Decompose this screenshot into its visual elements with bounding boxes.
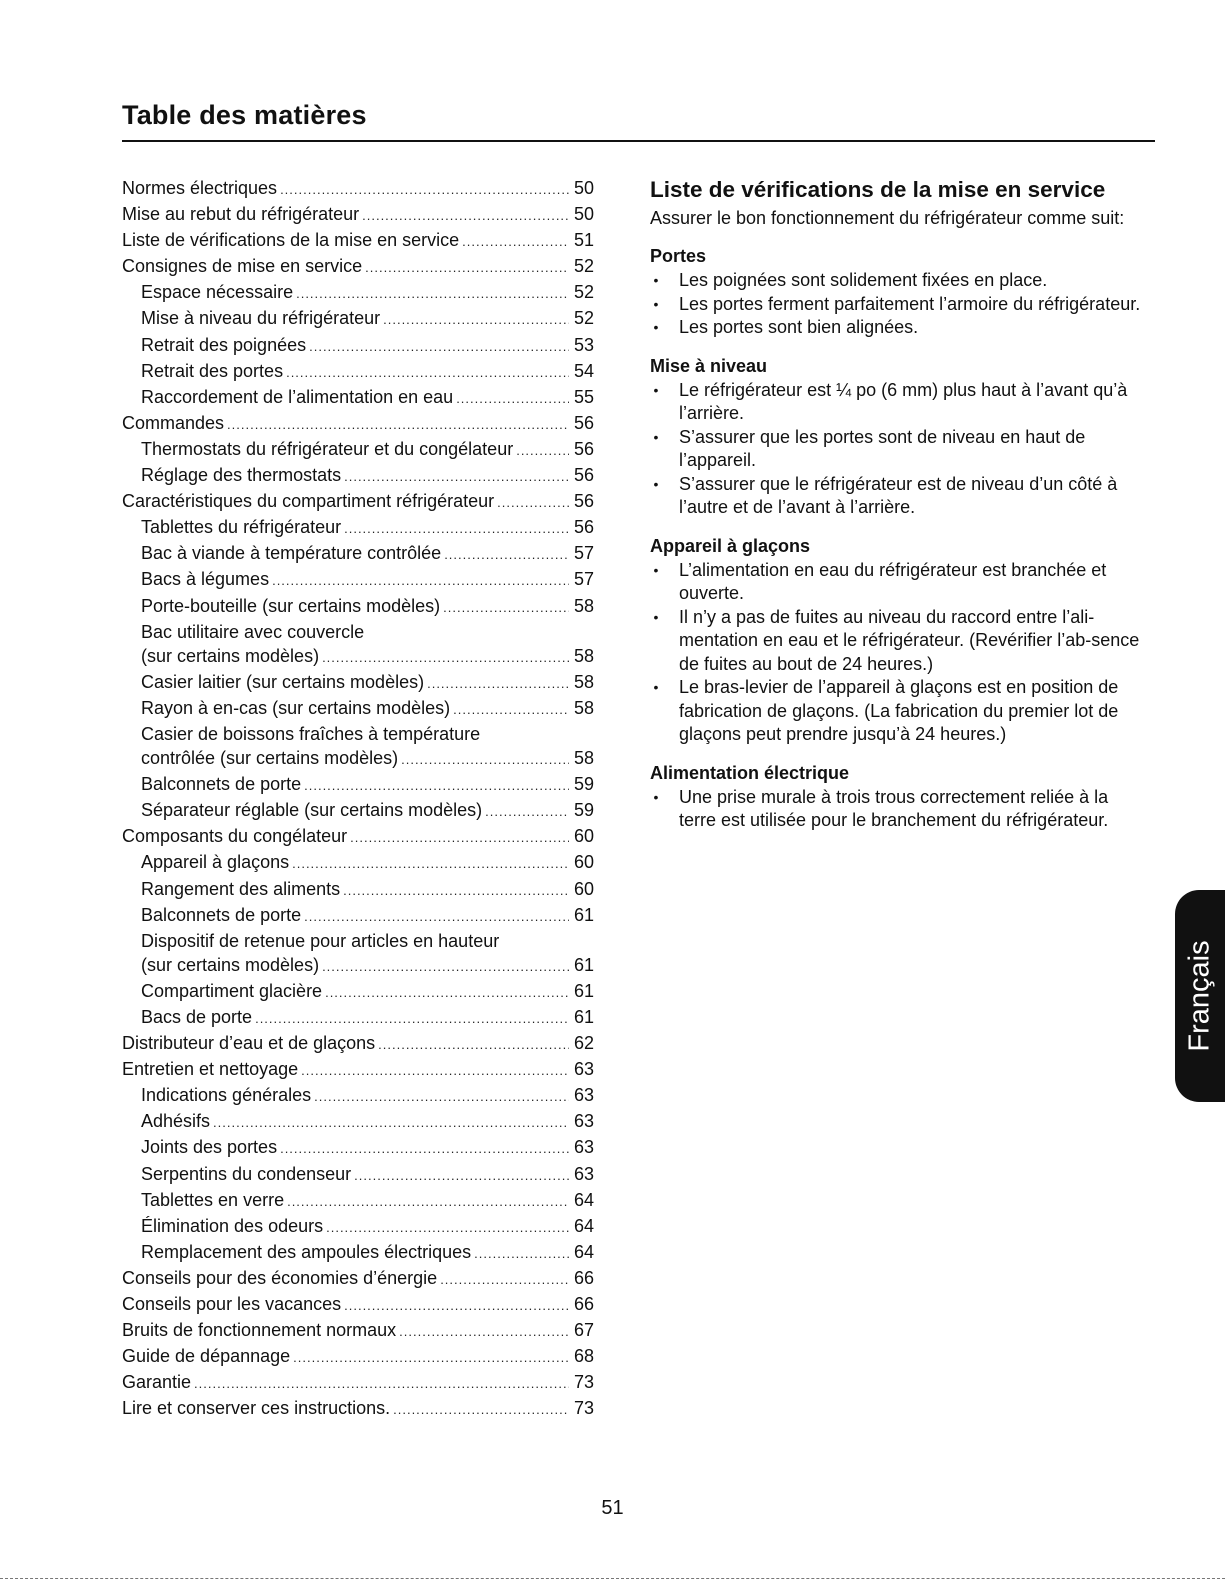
- bullet-icon: •: [653, 381, 659, 398]
- toc-entry: [122, 953, 594, 979]
- toc-entry-page: 64: [573, 1189, 594, 1210]
- checklist-item-text: Les portes sont bien alignées.: [679, 317, 919, 337]
- checklist-item-text: L’alimentation en eau du réfrigérateur est branchée et ouverte.: [679, 559, 1107, 603]
- bullet-icon: •: [653, 608, 659, 625]
- toc-entry: [122, 176, 594, 202]
- checklist-item: [650, 426, 1150, 473]
- toc-entry-page: 56: [573, 412, 594, 433]
- checklist-title: Liste de vérifications de la mise en service: [650, 177, 1106, 202]
- toc-dot-leader: [474, 1242, 569, 1266]
- toc-dot-leader: [213, 1111, 569, 1135]
- toc-entry: [122, 670, 594, 696]
- toc-dot-leader: [194, 1372, 569, 1396]
- toc-entry-page: 53: [573, 334, 594, 355]
- toc-entry-page: 59: [573, 774, 594, 795]
- toc-entry-label: Composants du congélateur: [122, 826, 348, 847]
- checklist-item: [650, 293, 1150, 317]
- toc-entry-label: Indications générales: [141, 1085, 312, 1106]
- toc-entry-label: Conseils pour les vacances: [122, 1294, 342, 1315]
- toc-entry-label: Lire et conserver ces instructions.: [122, 1398, 391, 1419]
- language-tab-label: Français: [1183, 940, 1216, 1052]
- toc-entry-label: Élimination des odeurs: [141, 1215, 324, 1236]
- checklist-intro: Assurer le bon fonctionnement du réfrigérateur comme suit:: [650, 208, 1125, 228]
- toc-entry-page: 63: [573, 1163, 594, 1184]
- toc-entry-page: 58: [573, 697, 594, 718]
- toc-entry-page: 52: [573, 256, 594, 277]
- toc-dot-leader: [365, 256, 569, 280]
- checklist-item-text: S’assurer que le réfrigérateur est de niveau d’un côté à l’autre et de l’avant à l’arrière.: [679, 473, 1118, 517]
- checklist-bullet-list: [650, 379, 1150, 520]
- toc-entry: [122, 1344, 594, 1370]
- language-tab: [1175, 890, 1225, 1102]
- toc-entry-label: Séparateur réglable (sur certains modèles): [141, 800, 483, 821]
- toc-entry: [122, 1240, 594, 1266]
- toc-entry-label: contrôlée (sur certains modèles): [141, 748, 399, 769]
- toc-entry-page: 56: [573, 491, 594, 512]
- toc-entry-label: Mise au rebut du réfrigérateur: [122, 204, 360, 225]
- toc-entry-page: 50: [573, 204, 594, 225]
- toc-entry-page: 63: [573, 1059, 594, 1080]
- toc-entry: [122, 1318, 594, 1344]
- toc-dot-leader: [444, 543, 569, 567]
- bottom-edge-rule: [0, 1578, 1225, 1579]
- checklist-item: [650, 786, 1150, 833]
- toc-entry: [122, 824, 594, 850]
- toc-dot-leader: [255, 1007, 569, 1031]
- checklist-bullet-list: [650, 786, 1150, 833]
- toc-dot-leader: [354, 1164, 569, 1188]
- toc-dot-leader: [453, 698, 569, 722]
- toc-entry-label: Compartiment glacière: [141, 980, 323, 1001]
- toc-dot-leader: [296, 282, 569, 306]
- toc-entry-page: 58: [573, 671, 594, 692]
- toc-entry-label: Casier de boissons fraîches à température: [141, 723, 481, 744]
- toc-entry-page: 73: [573, 1372, 594, 1393]
- toc-entry: [122, 1057, 594, 1083]
- toc-entry-page: 51: [573, 230, 594, 251]
- toc-entry: [122, 333, 594, 359]
- toc-entry: [122, 254, 594, 280]
- checklist-section-heading: Portes: [650, 246, 707, 266]
- toc-entry-page: 62: [573, 1033, 594, 1054]
- toc-dot-leader: [440, 1268, 569, 1292]
- toc-entry-page: 58: [573, 748, 594, 769]
- toc-entry: [122, 1162, 594, 1188]
- toc-dot-leader: [304, 774, 569, 798]
- toc-dot-leader: [227, 413, 569, 437]
- toc-entry-label: Bac à viande à température contrôlée: [141, 543, 442, 564]
- toc-entry: [122, 1135, 594, 1161]
- toc-entry-label: (sur certains modèles): [141, 645, 320, 666]
- toc-entry-label: Porte-bouteille (sur certains modèles): [141, 595, 441, 616]
- title-divider: [122, 140, 1155, 142]
- toc-entry-label: Bruits de fonctionnement normaux: [122, 1320, 397, 1341]
- checklist-sections: [650, 244, 1150, 833]
- checklist-item-text: Les poignées sont solidement fixées en place.: [679, 270, 1048, 290]
- toc-entry-page: 56: [573, 465, 594, 486]
- table-of-contents: [122, 176, 594, 1423]
- toc-entry-page: 56: [573, 438, 594, 459]
- checklist-item-text: Une prise murale à trois trous correctement reliée à la terre est utilisée pour le branchement du réfrigérateur.: [679, 786, 1109, 830]
- toc-entry-label: Retrait des poignées: [141, 334, 307, 355]
- toc-entry: [122, 1370, 594, 1396]
- checklist-item-text: Les portes ferment parfaitement l’armoire du réfrigérateur.: [679, 293, 1141, 314]
- bullet-icon: •: [653, 788, 659, 805]
- toc-entry: [122, 515, 594, 541]
- toc-entry: [122, 411, 594, 437]
- toc-entry: [122, 1031, 594, 1057]
- toc-dot-leader: [383, 308, 569, 332]
- toc-entry-page: 61: [573, 904, 594, 925]
- bullet-icon: •: [653, 428, 659, 445]
- toc-entry-page: 67: [573, 1320, 594, 1341]
- toc-entry: [122, 772, 594, 798]
- toc-entry: [122, 1188, 594, 1214]
- bullet-icon: •: [653, 475, 659, 492]
- toc-entry-label: Thermostats du réfrigérateur et du congélateur: [141, 438, 514, 459]
- toc-entry-page: 57: [573, 543, 594, 564]
- toc-entry: [122, 306, 594, 332]
- toc-entry: [122, 696, 594, 722]
- toc-entry-label: Casier laitier (sur certains modèles): [141, 671, 425, 692]
- toc-entry: [122, 1396, 594, 1422]
- checklist-section-heading: Alimentation électrique: [650, 762, 850, 783]
- toc-entry: [122, 1214, 594, 1240]
- toc-entry: [122, 798, 594, 824]
- toc-entry-label: Tablettes en verre: [141, 1189, 285, 1210]
- toc-entry-label: Mise à niveau du réfrigérateur: [141, 308, 381, 329]
- toc-entry-page: 57: [573, 569, 594, 590]
- toc-dot-leader: [286, 361, 569, 385]
- toc-entry-page: 68: [573, 1346, 594, 1367]
- toc-entry: [122, 877, 594, 903]
- toc-entry: [122, 644, 594, 670]
- toc-entry-label: Conseils pour des économies d’énergie: [122, 1267, 438, 1288]
- toc-entry-page: 60: [573, 852, 594, 873]
- toc-dot-leader: [325, 981, 569, 1005]
- toc-dot-leader: [362, 204, 569, 228]
- toc-entry-label: Bacs à légumes: [141, 569, 270, 590]
- toc-entry-page: 66: [573, 1294, 594, 1315]
- toc-entry-page: 59: [573, 800, 594, 821]
- checklist-section: [650, 176, 1150, 833]
- toc-entry: [122, 1266, 594, 1292]
- toc-entry-label: Appareil à glaçons: [141, 852, 290, 873]
- toc-entry-page: 73: [573, 1398, 594, 1419]
- toc-entry-page: 50: [573, 178, 594, 198]
- toc-dot-leader: [456, 387, 569, 411]
- toc-entry-page: 63: [573, 1085, 594, 1106]
- toc-entry-page: 55: [573, 386, 594, 407]
- toc-dot-leader: [401, 748, 569, 772]
- toc-entry: [122, 359, 594, 385]
- toc-dot-leader: [304, 905, 569, 929]
- toc-entry-page: 58: [573, 645, 594, 666]
- checklist-bullet-list: [650, 559, 1150, 747]
- toc-entry-page: 61: [573, 954, 594, 975]
- toc-dot-leader: [301, 1059, 569, 1083]
- checklist-item: [650, 606, 1150, 677]
- toc-entry: [122, 202, 594, 228]
- toc-entry-page: 54: [573, 360, 594, 381]
- toc-entry-label: Distributeur d’eau et de glaçons: [122, 1033, 376, 1054]
- toc-dot-leader: [293, 1346, 569, 1370]
- toc-entry: [122, 620, 594, 644]
- toc-dot-leader: [344, 1294, 569, 1318]
- checklist-item: [650, 316, 1150, 340]
- toc-entry-label: Rayon à en-cas (sur certains modèles): [141, 697, 451, 718]
- toc-entry-page: 66: [573, 1267, 594, 1288]
- toc-entry-label: Raccordement de l’alimentation en eau: [141, 386, 454, 407]
- toc-entry-label: Normes électriques: [122, 178, 278, 198]
- toc-entry: [122, 903, 594, 929]
- toc-entry-label: Entretien et nettoyage: [122, 1059, 299, 1080]
- page-number: 51: [601, 1497, 624, 1519]
- checklist-item: [650, 473, 1150, 520]
- checklist-item-text: Le réfrigérateur est ¼ po (6 mm) plus haut à l’avant qu’à l’arrière.: [679, 379, 1128, 423]
- toc-entry: [122, 567, 594, 593]
- toc-entry: [122, 594, 594, 620]
- checklist-item: [650, 379, 1150, 426]
- checklist-item: [650, 559, 1150, 606]
- toc-entry: [122, 1005, 594, 1031]
- toc-dot-leader: [272, 569, 569, 593]
- toc-entry: [122, 280, 594, 306]
- bullet-icon: •: [653, 295, 659, 312]
- page-title: Table des matières: [122, 100, 367, 130]
- toc-entry-page: 61: [573, 980, 594, 1001]
- toc-dot-leader: [344, 517, 569, 541]
- toc-entry: [122, 929, 594, 953]
- toc-entry: [122, 1083, 594, 1109]
- toc-entry-label: Remplacement des ampoules électriques: [141, 1241, 472, 1262]
- toc-entry-label: Joints des portes: [141, 1137, 278, 1158]
- checklist-section-heading: Mise à niveau: [650, 355, 768, 376]
- checklist-item: [650, 676, 1150, 747]
- toc-entry: [122, 489, 594, 515]
- toc-entry-label: Bacs de porte: [141, 1007, 253, 1027]
- toc-dot-leader: [292, 852, 569, 876]
- toc-entry: [122, 1292, 594, 1318]
- toc-dot-leader: [322, 955, 569, 979]
- checklist-item-text: Il n’y a pas de fuites au niveau du raccord entre l’ali-mentation en eau et le réfrigérateur. (Revérifier l’ab-sence de fuites au bout de 24 heures.): [679, 606, 1140, 674]
- toc-dot-leader: [343, 879, 569, 903]
- checklist-item-text: S’assurer que les portes sont de niveau en haut de l’appareil.: [679, 426, 1086, 470]
- toc-dot-leader: [399, 1320, 569, 1344]
- toc-entry-label: Rangement des aliments: [141, 878, 341, 899]
- toc-entry-page: 64: [573, 1215, 594, 1236]
- toc-entry-label: Retrait des portes: [141, 360, 284, 381]
- checklist-item-text: Le bras-levier de l’appareil à glaçons est en position de fabrication de glaçons. (La fabrication du premier lot de glaçons peut prendre jusqu’à 24 heures.): [679, 677, 1119, 744]
- toc-entry: [122, 979, 594, 1005]
- bullet-icon: •: [653, 679, 659, 695]
- toc-entry-label: Balconnets de porte: [141, 774, 302, 795]
- toc-entry-label: Caractéristiques du compartiment réfrigérateur: [122, 491, 495, 512]
- toc-dot-leader: [350, 826, 569, 850]
- toc-entry-label: Réglage des thermostats: [141, 465, 342, 486]
- toc-entry-label: Espace nécessaire: [141, 282, 294, 303]
- toc-entry-label: Consignes de mise en service: [122, 256, 363, 277]
- toc-entry-page: 60: [573, 878, 594, 899]
- checklist-bullet-list: [650, 269, 1150, 340]
- toc-dot-leader: [393, 1398, 569, 1422]
- toc-dot-leader: [427, 672, 569, 696]
- toc-entry: [122, 541, 594, 567]
- toc-entry-label: Serpentins du condenseur: [141, 1163, 352, 1184]
- toc-entry: [122, 385, 594, 411]
- toc-dot-leader: [485, 800, 569, 824]
- checklist-item: [650, 269, 1150, 293]
- toc-entry-page: 61: [573, 1007, 594, 1027]
- toc-entry-label: Liste de vérifications de la mise en service: [122, 230, 460, 251]
- bullet-icon: •: [653, 319, 659, 335]
- toc-dot-leader: [462, 230, 569, 254]
- toc-dot-leader: [309, 335, 569, 359]
- toc-entry: [122, 463, 594, 489]
- toc-entry-page: 64: [573, 1241, 594, 1262]
- toc-entry-label: Guide de dépannage: [122, 1346, 291, 1367]
- toc-entry-label: Dispositif de retenue pour articles en hauteur: [141, 930, 500, 951]
- toc-entry: [122, 746, 594, 772]
- toc-entry-label: Balconnets de porte: [141, 904, 302, 925]
- toc-entry: [122, 228, 594, 254]
- toc-entry-label: Bac utilitaire avec couvercle: [141, 621, 365, 642]
- toc-entry-label: Adhésifs: [141, 1111, 211, 1132]
- toc-entry-label: Commandes: [122, 412, 225, 433]
- toc-dot-leader: [378, 1033, 569, 1057]
- toc-entry: [122, 1109, 594, 1135]
- checklist-section-heading: Appareil à glaçons: [650, 535, 811, 556]
- toc-dot-leader: [280, 178, 569, 202]
- toc-entry-page: 52: [573, 308, 594, 329]
- toc-entry-label: Tablettes du réfrigérateur: [141, 517, 342, 538]
- toc-entry-page: 63: [573, 1137, 594, 1158]
- toc-entry-page: 60: [573, 826, 594, 847]
- toc-dot-leader: [280, 1137, 569, 1161]
- toc-entry: [122, 850, 594, 876]
- toc-entry-label: Garantie: [122, 1372, 192, 1393]
- bullet-icon: •: [653, 272, 659, 288]
- toc-entry-page: 63: [573, 1111, 594, 1132]
- toc-entry-page: 52: [573, 282, 594, 303]
- toc-dot-leader: [516, 439, 569, 463]
- toc-dot-leader: [287, 1190, 569, 1214]
- toc-dot-leader: [344, 465, 569, 489]
- toc-dot-leader: [443, 596, 569, 620]
- toc-dot-leader: [314, 1085, 569, 1109]
- toc-entry: [122, 437, 594, 463]
- toc-entry-page: 56: [573, 517, 594, 538]
- toc-entry: [122, 722, 594, 746]
- toc-dot-leader: [497, 491, 569, 515]
- toc-entry-label: (sur certains modèles): [141, 954, 320, 975]
- toc-entry-page: 58: [573, 595, 594, 616]
- bullet-icon: •: [653, 561, 659, 578]
- toc-dot-leader: [322, 646, 569, 670]
- toc-dot-leader: [326, 1216, 569, 1240]
